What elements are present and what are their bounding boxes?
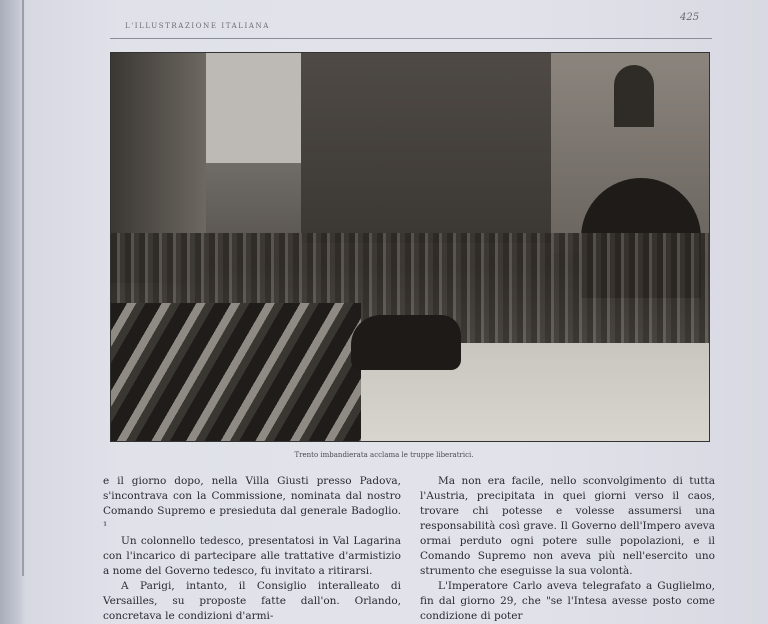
page-gutter xyxy=(22,0,24,576)
photo-dark-horse xyxy=(351,315,461,370)
page-number: 425 xyxy=(680,12,700,23)
photo-caption: Trento imbandierata acclama le truppe liberatrici. xyxy=(294,451,474,459)
photo-buildings-center xyxy=(301,53,551,243)
photograph-trento-street xyxy=(110,52,710,442)
paragraph: Un colonnello tedesco, presentatosi in Val Lagarina con l'incarico di partecipare alle trattative d'armistizio a nome del Governo tedesco, fu invitato a ritirarsi. xyxy=(103,535,401,577)
running-header: L'ILLUSTRAZIONE ITALIANA xyxy=(125,22,270,30)
header-rule xyxy=(110,38,712,39)
right-column xyxy=(420,474,715,624)
photo-window xyxy=(614,65,654,127)
paragraph: L'Imperatore Carlo aveva telegrafato a Guglielmo, fin dal giorno 29, che "se l'Intesa avesse posto come condizione di poter xyxy=(420,580,715,622)
paragraph: Ma non era facile, nello sconvolgimento di tutta l'Austria, precipitata in quei giorni verso il caos, trovare chi potesse e volesse assumersi una responsabilità così grave. Il Governo dell'Impero aveva ormai perduto ogni potere sulle popolazioni, e il Comando Supremo non aveva più nell'esercito uno strumento che eseguisse la sua volontà. xyxy=(420,475,715,577)
left-column xyxy=(103,474,401,624)
photo-sky xyxy=(206,53,306,163)
photo-horses xyxy=(111,303,361,441)
paragraph: A Parigi, intanto, il Consiglio interalleato di Versailles, su proposte fatte dall'on. Orlando, concretava le condizioni d'armi- xyxy=(103,580,401,622)
paragraph: e il giorno dopo, nella Villa Giusti presso Padova, s'incontrava con la Commissione, nominata dal nostro Comando Supremo e presieduta dal generale Badoglio. ¹ xyxy=(103,475,401,532)
